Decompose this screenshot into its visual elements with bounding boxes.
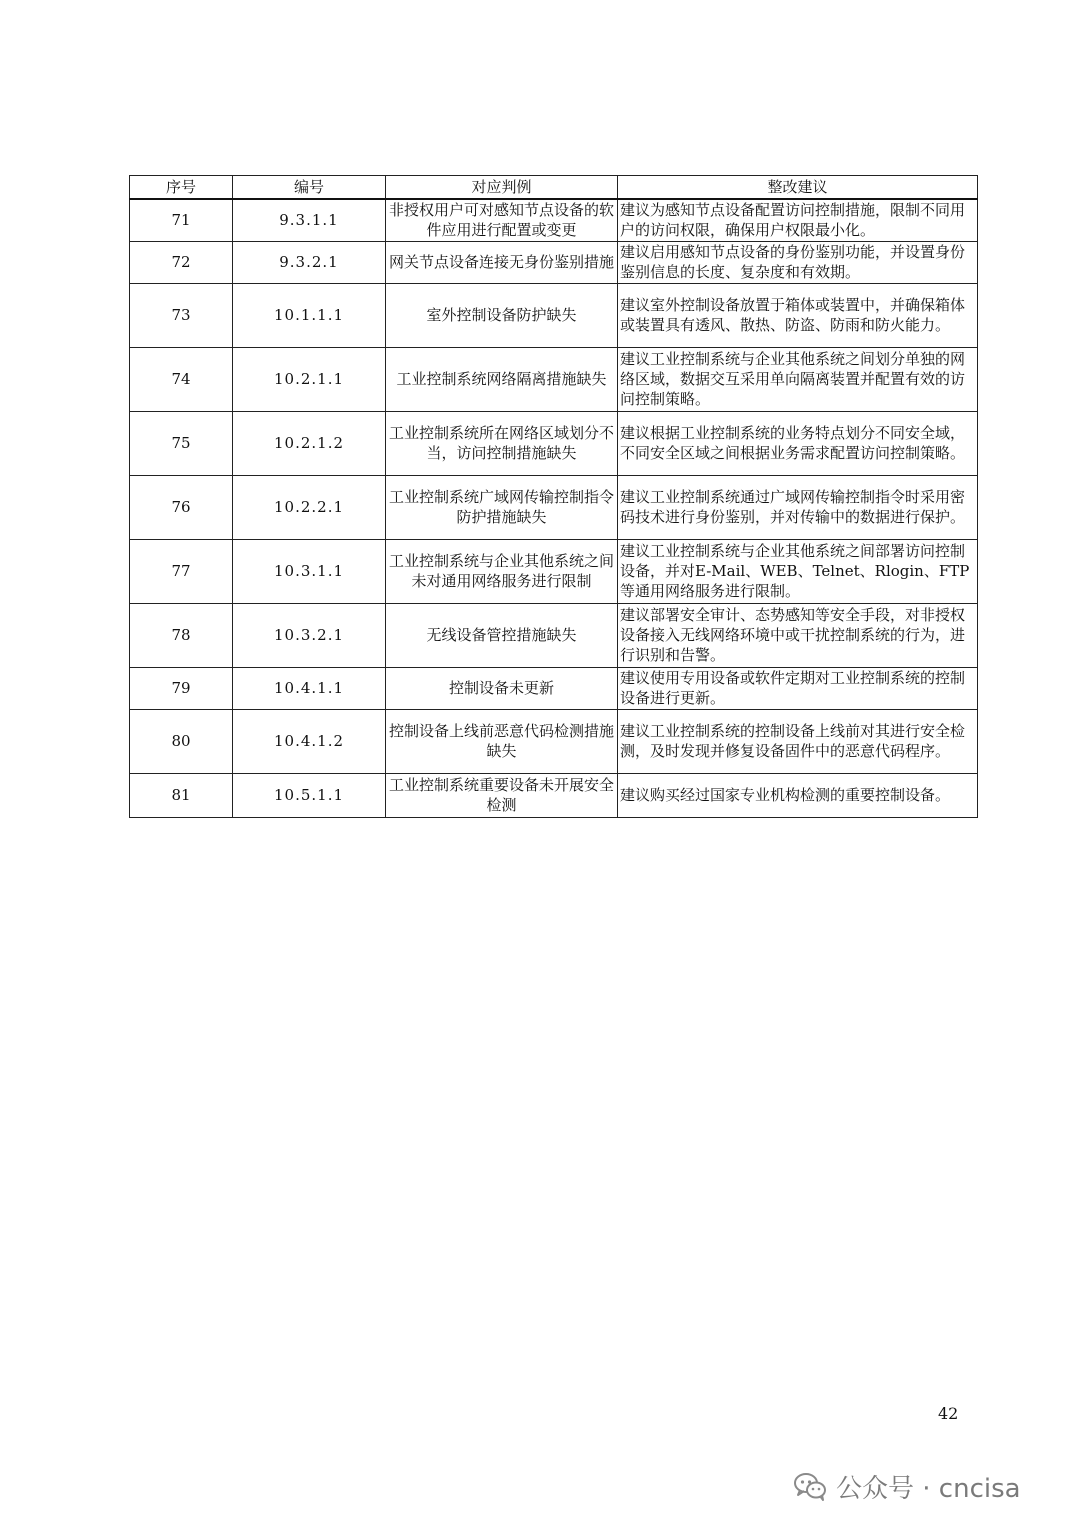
header-judgement: 对应判例: [386, 176, 618, 200]
row-suggestion: 建议为感知节点设备配置访问控制措施，限制不同用户的访问权限，确保用户权限最小化。: [618, 199, 978, 241]
table-row: [130, 475, 978, 539]
table-row: [130, 539, 978, 603]
row-no: 74: [130, 347, 233, 411]
row-code: 10.2.1.1: [233, 347, 386, 411]
row-judgement: 无线设备管控措施缺失: [386, 603, 618, 667]
row-suggestion: 建议工业控制系统与企业其他系统之间部署访问控制设备，并对E-Mail、WEB、Telnet、Rlogin、FTP等通用网络服务进行限制。: [618, 539, 978, 603]
header-suggestion: 整改建议: [618, 176, 978, 200]
row-no: 76: [130, 475, 233, 539]
row-no: 81: [130, 773, 233, 817]
header-code: 编号: [233, 176, 386, 200]
row-judgement: 室外控制设备防护缺失: [386, 283, 618, 347]
table-row: [130, 709, 978, 773]
rectification-table: [129, 175, 978, 818]
table-row: [130, 411, 978, 475]
row-judgement: 网关节点设备连接无身份鉴别措施: [386, 241, 618, 283]
table-row: [130, 773, 978, 817]
row-judgement: 工业控制系统广域网传输控制指令防护措施缺失: [386, 475, 618, 539]
row-no: 78: [130, 603, 233, 667]
page-number: 42: [938, 1404, 959, 1423]
row-suggestion: 建议购买经过国家专业机构检测的重要控制设备。: [618, 773, 978, 817]
row-suggestion: 建议部署安全审计、态势感知等安全手段，对非授权设备接入无线网络环境中或干扰控制系统的行为，进行识别和告警。: [618, 603, 978, 667]
row-no: 77: [130, 539, 233, 603]
row-no: 80: [130, 709, 233, 773]
row-judgement: 工业控制系统与企业其他系统之间未对通用网络服务进行限制: [386, 539, 618, 603]
row-code: 10.4.1.1: [233, 667, 386, 709]
table-header-row: [130, 176, 978, 200]
row-judgement: 工业控制系统所在网络区域划分不当，访问控制措施缺失: [386, 411, 618, 475]
row-judgement: 工业控制系统网络隔离措施缺失: [386, 347, 618, 411]
row-code: 10.5.1.1: [233, 773, 386, 817]
table-row: [130, 603, 978, 667]
row-suggestion: 建议工业控制系统的控制设备上线前对其进行安全检测，及时发现并修复设备固件中的恶意代码程序。: [618, 709, 978, 773]
row-code: 10.3.1.1: [233, 539, 386, 603]
row-no: 72: [130, 241, 233, 283]
table-row: [130, 283, 978, 347]
row-no: 71: [130, 199, 233, 241]
row-code: 10.2.2.1: [233, 475, 386, 539]
header-no: 序号: [130, 176, 233, 200]
row-suggestion: 建议工业控制系统与企业其他系统之间划分单独的网络区域，数据交互采用单向隔离装置并配置有效的访问控制策略。: [618, 347, 978, 411]
row-no: 79: [130, 667, 233, 709]
row-code: 10.3.2.1: [233, 603, 386, 667]
row-judgement: 控制设备未更新: [386, 667, 618, 709]
table-row: [130, 199, 978, 241]
watermark-text: 公众号 · cncisa: [836, 1473, 1021, 1504]
row-judgement: 控制设备上线前恶意代码检测措施缺失: [386, 709, 618, 773]
table-row: [130, 347, 978, 411]
row-suggestion: 建议工业控制系统通过广域网传输控制指令时采用密码技术进行身份鉴别，并对传输中的数据进行保护。: [618, 475, 978, 539]
row-suggestion: 建议根据工业控制系统的业务特点划分不同安全域，不同安全区域之间根据业务需求配置访问控制策略。: [618, 411, 978, 475]
row-suggestion: 建议室外控制设备放置于箱体或装置中，并确保箱体或装置具有透风、散热、防盗、防雨和防火能力。: [618, 283, 978, 347]
row-code: 10.1.1.1: [233, 283, 386, 347]
watermark: [792, 1466, 1021, 1506]
row-judgement: 工业控制系统重要设备未开展安全检测: [386, 773, 618, 817]
row-code: 10.2.1.2: [233, 411, 386, 475]
row-suggestion: 建议使用专用设备或软件定期对工业控制系统的控制设备进行更新。: [618, 667, 978, 709]
row-suggestion: 建议启用感知节点设备的身份鉴别功能，并设置身份鉴别信息的长度、复杂度和有效期。: [618, 241, 978, 283]
row-code: 10.4.1.2: [233, 709, 386, 773]
row-code: 9.3.1.1: [233, 199, 386, 241]
row-no: 75: [130, 411, 233, 475]
row-code: 9.3.2.1: [233, 241, 386, 283]
wechat-logo-icon: [792, 1468, 828, 1504]
row-judgement: 非授权用户可对感知节点设备的软件应用进行配置或变更: [386, 199, 618, 241]
table-row: [130, 241, 978, 283]
table-row: [130, 667, 978, 709]
row-no: 73: [130, 283, 233, 347]
